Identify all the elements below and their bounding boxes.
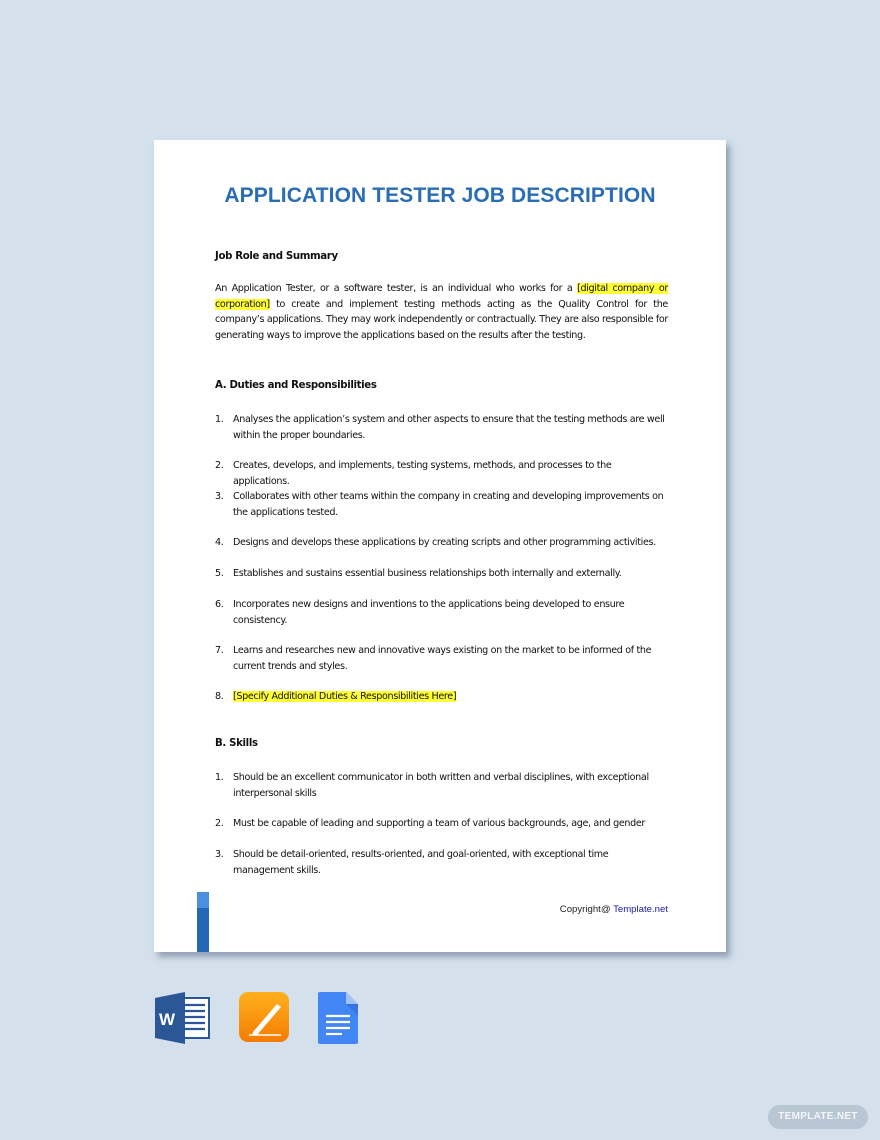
item-number: 3. [215, 849, 224, 860]
item-number: 8. [215, 691, 224, 702]
summary-paragraph [215, 281, 668, 343]
duty-item [215, 643, 668, 674]
summary-heading: Job Role and Summary [215, 251, 338, 262]
duties-heading: A. Duties and Responsibilities [215, 380, 377, 391]
item-text: Must be capable of leading and supporting a team of various backgrounds, age, and gender [233, 818, 646, 829]
duty-item [215, 458, 668, 489]
item-text: Should be an excellent communicator in both written and verbal disciplines, with exceptional interpersonal skills [233, 772, 649, 799]
template-net-watermark: TEMPLATE.NET [768, 1105, 868, 1129]
google-docs-icon[interactable] [318, 992, 360, 1049]
item-number: 2. [215, 818, 224, 829]
skill-item [215, 816, 668, 832]
duty-item [215, 597, 668, 628]
word-icon[interactable] [155, 992, 211, 1049]
item-number: 5. [215, 568, 224, 579]
summary-text-before: An Application Tester, or a software tester, is an individual who works for a [215, 283, 578, 294]
duty-item [215, 535, 668, 551]
company-placeholder: [digital company or corporation] [215, 283, 668, 310]
copyright [560, 904, 668, 915]
item-number: 3. [215, 491, 224, 502]
item-text: Incorporates new designs and inventions to the applications being developed to ensure consistency. [233, 599, 625, 626]
item-text: Establishes and sustains essential business relationships both internally and externally. [233, 568, 622, 579]
duty-item-placeholder [215, 689, 668, 705]
copyright-link[interactable]: Template.net [613, 904, 668, 915]
item-number: 1. [215, 414, 224, 425]
item-number: 1. [215, 772, 224, 783]
item-text: Should be detail-oriented, results-oriented, and goal-oriented, with exceptional time management skills. [233, 849, 609, 876]
skill-item [215, 770, 668, 801]
item-number: 4. [215, 537, 224, 548]
summary-text-after: to create and implement testing methods acting as the Quality Control for the company’s applications. They may work independently or contractually. They are also responsible for generating ways to improve the applications based on the results after the testing. [215, 298, 668, 341]
item-number: 2. [215, 460, 224, 471]
pages-icon[interactable] [239, 992, 291, 1049]
copyright-label: Copyright@ [559, 904, 614, 915]
item-text: Designs and develops these applications by creating scripts and other programming activities. [233, 537, 656, 548]
item-text: Creates, develops, and implements, testing systems, methods, and processes to the applications. [233, 460, 612, 487]
svg-text:W: W [159, 1010, 176, 1029]
item-number: 7. [215, 645, 224, 656]
duty-item [215, 566, 668, 582]
additional-duties-placeholder: [Specify Additional Duties & Responsibilities Here] [233, 691, 457, 702]
item-text: Learns and researches new and innovative ways existing on the market to be informed of the current trends and styles. [233, 645, 652, 672]
duty-item [215, 489, 668, 520]
document-title: APPLICATION TESTER JOB DESCRIPTION [224, 184, 656, 207]
item-text: Collaborates with other teams within the company in creating and developing improvements on the applications tested. [233, 491, 664, 518]
item-text: Analyses the application’s system and other aspects to ensure that the testing methods are well within the proper boundaries. [233, 414, 665, 441]
item-number: 6. [215, 599, 224, 610]
document-page [154, 140, 726, 952]
accent-bar-highlight [197, 892, 209, 908]
accent-bar [197, 892, 209, 952]
skills-heading: B. Skills [215, 738, 258, 749]
duty-item [215, 412, 668, 443]
skill-item [215, 847, 668, 878]
